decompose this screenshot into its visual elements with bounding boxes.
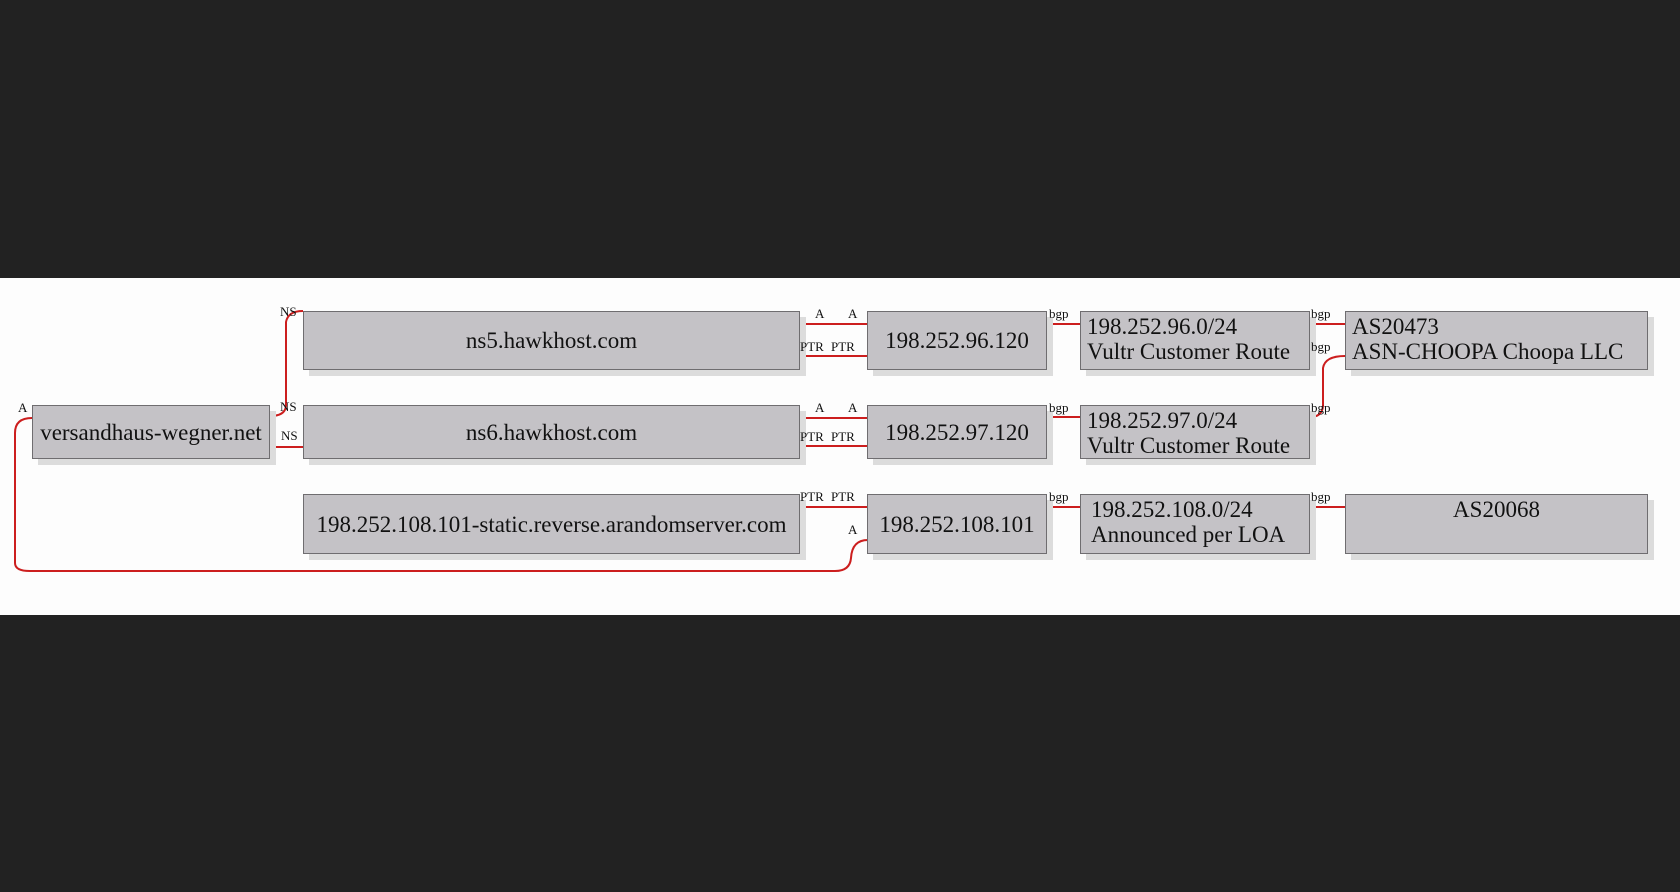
edge-label-ns-ns6: NS xyxy=(281,428,298,443)
edge-label-a-ns5-1: A xyxy=(815,306,825,321)
ip1-node[interactable] xyxy=(867,311,1047,370)
edge-label-a-domain: A xyxy=(18,400,28,415)
diagram-canvas xyxy=(0,278,1680,615)
ns5-node[interactable] xyxy=(303,311,800,370)
ns5-label: ns5.hawkhost.com xyxy=(465,328,638,353)
net1-prefix: 198.252.96.0/24 xyxy=(1087,314,1238,339)
net3-node[interactable] xyxy=(1080,494,1310,554)
ns6-label: ns6.hawkhost.com xyxy=(465,419,638,445)
as2-label: AS20068 xyxy=(1453,497,1540,522)
rdns-node[interactable] xyxy=(303,494,800,554)
ip2-node[interactable] xyxy=(867,405,1047,459)
ns6-node[interactable] xyxy=(303,405,800,459)
edge-label-ptr-ns6-1: PTR xyxy=(800,429,824,444)
edge-label-ptr-ns5-2: PTR xyxy=(831,339,855,354)
as1-number: AS20473 xyxy=(1352,314,1439,339)
edge-label-bgp-ip1: bgp xyxy=(1049,306,1069,321)
edge-label-ns-ns6-top: NS xyxy=(280,399,297,414)
edge-label-a-ip3: A xyxy=(848,522,858,537)
edge-label-bgp-as1-net2: bgp xyxy=(1311,339,1331,354)
edge-label-ptr-ns6-2: PTR xyxy=(831,429,855,444)
net3-desc: Announced per LOA xyxy=(1091,522,1286,547)
net2-node[interactable] xyxy=(1080,405,1310,459)
edge-label-bgp-net1: bgp xyxy=(1311,306,1331,321)
edge-label-bgp-ip3: bgp xyxy=(1049,489,1069,504)
edge-label-ptr-rdns-1: PTR xyxy=(800,489,824,504)
ip2-label: 198.252.97.120 xyxy=(885,419,1029,445)
edge-label-ptr-rdns-2: PTR xyxy=(831,489,855,504)
edge-label-ptr-ns5-1: PTR xyxy=(800,339,824,354)
as1-node[interactable] xyxy=(1345,311,1648,370)
net2-prefix: 198.252.97.0/24 xyxy=(1087,408,1238,433)
domain-node[interactable] xyxy=(32,405,270,459)
rdns-label: 198.252.108.101-static.reverse.arandomserver.com xyxy=(316,511,787,537)
as1-name: ASN-CHOOPA Choopa LLC xyxy=(1352,339,1624,364)
ip3-node[interactable] xyxy=(867,494,1047,554)
net1-desc: Vultr Customer Route xyxy=(1087,339,1291,364)
edge-label-bgp-net3: bgp xyxy=(1311,489,1331,504)
edge-label-bgp-ip2: bgp xyxy=(1049,400,1069,415)
domain-label: versandhaus-wegner.net xyxy=(40,419,262,445)
net3-prefix: 198.252.108.0/24 xyxy=(1091,497,1253,522)
edge-label-a-ns6-2: A xyxy=(848,400,858,415)
edge-label-ns-ns5: NS xyxy=(280,304,297,319)
edge-label-bgp-net2: bgp xyxy=(1311,400,1331,415)
net1-node[interactable] xyxy=(1080,311,1310,370)
ip1-label: 198.252.96.120 xyxy=(885,328,1029,353)
as2-node[interactable] xyxy=(1345,494,1648,554)
ip3-label: 198.252.108.101 xyxy=(879,511,1035,537)
edge-label-a-ns5-2: A xyxy=(848,306,858,321)
edge-label-a-ns6-1: A xyxy=(815,400,825,415)
net2-desc: Vultr Customer Route xyxy=(1087,433,1291,458)
